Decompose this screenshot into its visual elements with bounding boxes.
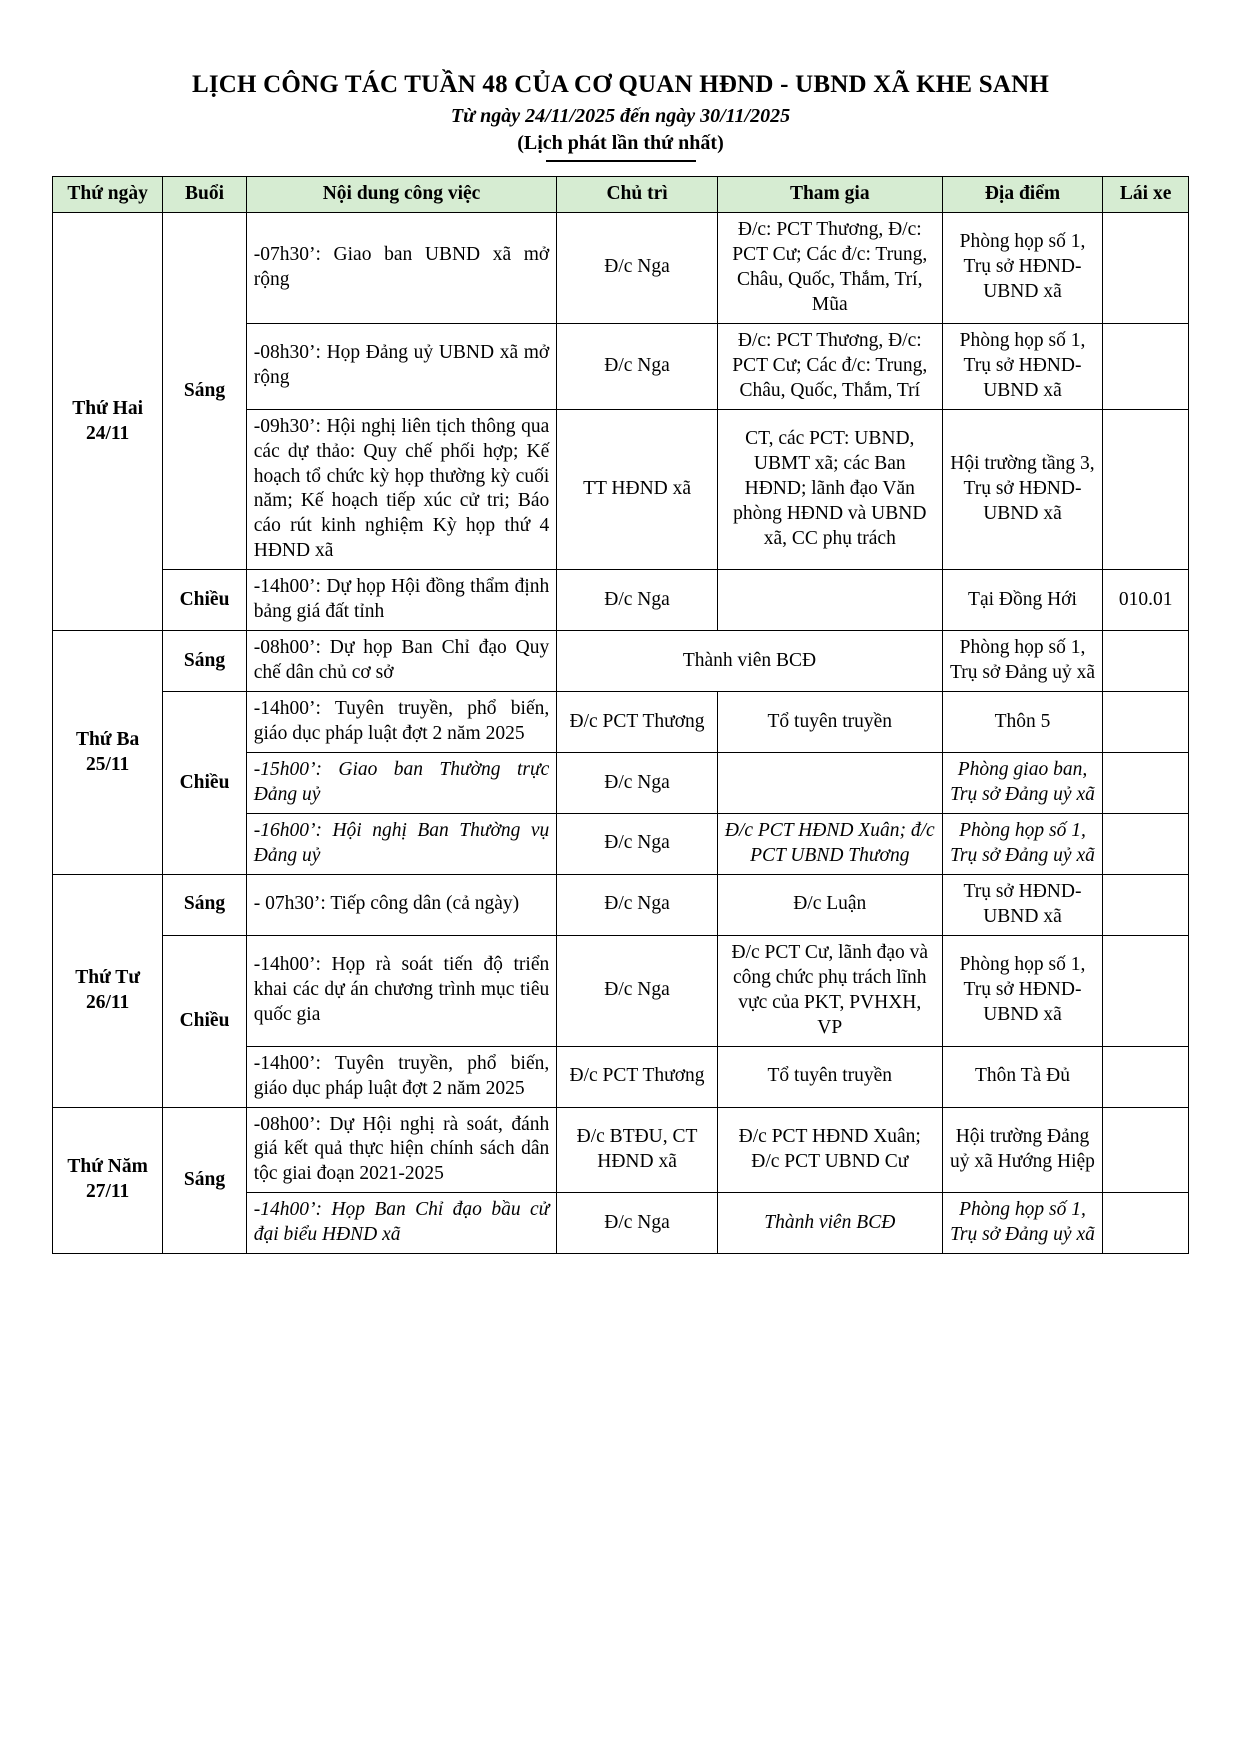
column-header-content: Nội dung công việc: [246, 177, 556, 213]
cell-chair: Đ/c Nga: [557, 753, 718, 814]
table-header-row: [53, 177, 1189, 213]
cell-chair-participants: Thành viên BCĐ: [557, 631, 942, 692]
column-header-session: Buổi: [163, 177, 247, 213]
cell-day: Thứ Ba 25/11: [53, 631, 163, 875]
table-row: [53, 874, 1189, 935]
cell-session: Sáng: [163, 874, 247, 935]
cell-content: -15h00’: Giao ban Thường trực Đảng uỷ: [246, 753, 556, 814]
cell-location: Phòng họp số 1, Trụ sở HĐND-UBND xã: [942, 323, 1103, 409]
cell-participants: Đ/c: PCT Thương, Đ/c: PCT Cư; Các đ/c: Trung, Châu, Quốc, Thắm, Trí, Mũa: [717, 212, 942, 323]
cell-chair: Đ/c Nga: [557, 874, 718, 935]
cell-driver: [1103, 874, 1189, 935]
column-header-driver: Lái xe: [1103, 177, 1189, 213]
cell-chair: Đ/c Nga: [557, 570, 718, 631]
cell-chair: Đ/c Nga: [557, 212, 718, 323]
cell-participants: Đ/c Luận: [717, 874, 942, 935]
column-header-participants: Tham gia: [717, 177, 942, 213]
column-header-location: Địa điểm: [942, 177, 1103, 213]
cell-location: Phòng họp số 1, Trụ sở Đảng uỷ xã: [942, 1193, 1103, 1254]
cell-chair: Đ/c Nga: [557, 935, 718, 1046]
cell-content: -14h00’: Tuyên truyền, phổ biến, giáo dục pháp luật đợt 2 năm 2025: [246, 1046, 556, 1107]
document-header: [52, 70, 1189, 162]
cell-driver: 010.01: [1103, 570, 1189, 631]
cell-participants: [717, 570, 942, 631]
cell-chair: Đ/c Nga: [557, 1193, 718, 1254]
table-row: [53, 692, 1189, 753]
cell-participants: Thành viên BCĐ: [717, 1193, 942, 1254]
cell-location: Phòng họp số 1, Trụ sở HĐND-UBND xã: [942, 935, 1103, 1046]
cell-day: Thứ Năm 27/11: [53, 1107, 163, 1254]
table-row: [53, 570, 1189, 631]
cell-location: Hội trường Đảng uỷ xã Hướng Hiệp: [942, 1107, 1103, 1193]
cell-session: Sáng: [163, 631, 247, 692]
cell-session: Chiều: [163, 570, 247, 631]
cell-location: Thôn 5: [942, 692, 1103, 753]
cell-location: Phòng họp số 1, Trụ sở Đảng uỷ xã: [942, 813, 1103, 874]
cell-location: Tại Đồng Hới: [942, 570, 1103, 631]
cell-content: -09h30’: Hội nghị liên tịch thông qua các dự thảo: Quy chế phối hợp; Kế hoạch tổ chức kỳ họp thường kỳ cuối năm; Kế hoạch tiếp xúc cử tri; Báo cáo rút kinh nghiệm Kỳ họp thứ 4 HĐND xã: [246, 409, 556, 570]
cell-driver: [1103, 1193, 1189, 1254]
cell-content: -08h00’: Dự họp Ban Chỉ đạo Quy chế dân chủ cơ sở: [246, 631, 556, 692]
cell-chair: Đ/c Nga: [557, 323, 718, 409]
cell-session: Sáng: [163, 212, 247, 569]
table-row: [53, 1107, 1189, 1193]
divider: [546, 159, 696, 162]
cell-driver: [1103, 813, 1189, 874]
cell-participants: Đ/c: PCT Thương, Đ/c: PCT Cư; Các đ/c: Trung, Châu, Quốc, Thắm, Trí: [717, 323, 942, 409]
cell-content: - 07h30’: Tiếp công dân (cả ngày): [246, 874, 556, 935]
page-title: LỊCH CÔNG TÁC TUẦN 48 CỦA CƠ QUAN HĐND - UBND XÃ KHE SANH: [191, 71, 1050, 98]
cell-session: Chiều: [163, 692, 247, 875]
cell-location: Phòng giao ban, Trụ sở Đảng uỷ xã: [942, 753, 1103, 814]
issue-note: (Lịch phát lần thứ nhất): [517, 132, 724, 154]
cell-content: -14h00’: Họp Ban Chỉ đạo bầu cử đại biểu HĐND xã: [246, 1193, 556, 1254]
cell-location: Phòng họp số 1, Trụ sở HĐND-UBND xã: [942, 212, 1103, 323]
cell-driver: [1103, 323, 1189, 409]
cell-session: Sáng: [163, 1107, 247, 1254]
cell-content: -14h00’: Tuyên truyền, phổ biến, giáo dục pháp luật đợt 2 năm 2025: [246, 692, 556, 753]
cell-driver: [1103, 1046, 1189, 1107]
cell-driver: [1103, 753, 1189, 814]
cell-day: Thứ Tư 26/11: [53, 874, 163, 1107]
table-row: [53, 631, 1189, 692]
table-row: [53, 935, 1189, 1046]
cell-location: Thôn Tà Đủ: [942, 1046, 1103, 1107]
cell-driver: [1103, 692, 1189, 753]
cell-content: -14h00’: Họp rà soát tiến độ triển khai các dự án chương trình mục tiêu quốc gia: [246, 935, 556, 1046]
cell-chair: Đ/c BTĐU, CT HĐND xã: [557, 1107, 718, 1193]
cell-session: Chiều: [163, 935, 247, 1107]
cell-location: Hội trường tầng 3, Trụ sở HĐND-UBND xã: [942, 409, 1103, 570]
cell-participants: [717, 753, 942, 814]
cell-location: Trụ sở HĐND-UBND xã: [942, 874, 1103, 935]
cell-driver: [1103, 935, 1189, 1046]
date-range: Từ ngày 24/11/2025 đến ngày 30/11/2025: [450, 105, 791, 127]
cell-content: -16h00’: Hội nghị Ban Thường vụ Đảng uỷ: [246, 813, 556, 874]
cell-chair: TT HĐND xã: [557, 409, 718, 570]
cell-chair: Đ/c PCT Thương: [557, 1046, 718, 1107]
cell-participants: Đ/c PCT Cư, lãnh đạo và công chức phụ trách lĩnh vực của PKT, PVHXH, VP: [717, 935, 942, 1046]
cell-participants: Đ/c PCT HĐND Xuân; đ/c PCT UBND Thương: [717, 813, 942, 874]
cell-participants: Tổ tuyên truyền: [717, 1046, 942, 1107]
table-row: [53, 212, 1189, 323]
cell-content: -07h30’: Giao ban UBND xã mở rộng: [246, 212, 556, 323]
schedule-table: [52, 176, 1189, 1254]
cell-driver: [1103, 212, 1189, 323]
cell-participants: Tổ tuyên truyền: [717, 692, 942, 753]
cell-chair: Đ/c PCT Thương: [557, 692, 718, 753]
cell-participants: Đ/c PCT HĐND Xuân; Đ/c PCT UBND Cư: [717, 1107, 942, 1193]
cell-day: Thứ Hai 24/11: [53, 212, 163, 630]
column-header-day: Thứ ngày: [53, 177, 163, 213]
column-header-chair: Chủ trì: [557, 177, 718, 213]
cell-content: -14h00’: Dự họp Hội đồng thẩm định bảng giá đất tỉnh: [246, 570, 556, 631]
cell-driver: [1103, 631, 1189, 692]
cell-chair: Đ/c Nga: [557, 813, 718, 874]
cell-driver: [1103, 1107, 1189, 1193]
cell-content: -08h00’: Dự Hội nghị rà soát, đánh giá kết quả thực hiện chính sách dân tộc giai đoạn 2021-2025: [246, 1107, 556, 1193]
cell-content: -08h30’: Họp Đảng uỷ UBND xã mở rộng: [246, 323, 556, 409]
cell-participants: CT, các PCT: UBND, UBMT xã; các Ban HĐND; lãnh đạo Văn phòng HĐND và UBND xã, CC phụ trách: [717, 409, 942, 570]
cell-location: Phòng họp số 1, Trụ sở Đảng uỷ xã: [942, 631, 1103, 692]
cell-driver: [1103, 409, 1189, 570]
